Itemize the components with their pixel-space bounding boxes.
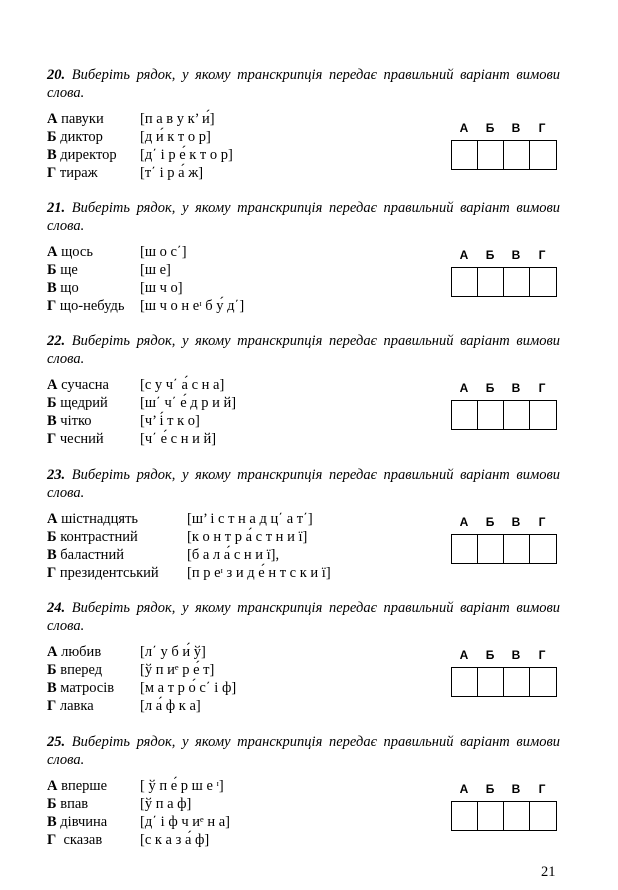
answer-box-d[interactable] <box>530 401 556 429</box>
answer-header-c: В <box>511 515 521 529</box>
answer-grid <box>451 782 557 831</box>
answer-box-c[interactable] <box>504 401 530 429</box>
answer-header-b: Б <box>485 782 495 796</box>
answer-box-b[interactable] <box>478 668 504 696</box>
option-d: Г сказав [с к а з а́ ф] <box>47 832 210 848</box>
answer-box-d[interactable] <box>530 141 556 169</box>
option-c: В що [ш ч о] <box>47 280 183 296</box>
page-number: 21 <box>541 864 556 880</box>
answer-header-a: А <box>459 248 469 262</box>
answer-header-a: А <box>459 121 469 135</box>
answer-header-d: Г <box>538 515 546 529</box>
answer-header-d: Г <box>538 121 546 135</box>
answer-box-a[interactable] <box>452 535 478 563</box>
option-b: Б вперед [ў п иᵉ р е́ т] <box>47 662 215 678</box>
option-b: Б диктор [д и́ к т о р] <box>47 129 211 145</box>
answer-box-d[interactable] <box>530 802 556 830</box>
answer-box-c[interactable] <box>504 268 530 296</box>
question-20 <box>47 66 560 182</box>
option-d: Г президентський [п р еᶦ з и д е́ н т с к и ї] <box>47 565 331 581</box>
question-prompt: 24. Виберіть рядок, у якому транскрипція передає правильний варіант вимови слова. <box>47 600 560 634</box>
option-b: Б впав [ў п а ф] <box>47 796 192 812</box>
answer-header-a: А <box>459 782 469 796</box>
question-prompt: 22. Виберіть рядок, у якому транскрипція передає правильний варіант вимови слова. <box>47 333 560 367</box>
option-a: А павуки [п а в у к’ и́] <box>47 111 215 127</box>
answer-box-c[interactable] <box>504 535 530 563</box>
answer-header-c: В <box>511 121 521 135</box>
option-c: В матросів [м а т р о́ с΄ і ф] <box>47 680 237 696</box>
option-b: Б ще [ш е] <box>47 262 171 278</box>
answer-header-d: Г <box>538 248 546 262</box>
option-d: Г чесний [ч΄ е́ с н и й] <box>47 431 217 447</box>
answer-box-b[interactable] <box>478 141 504 169</box>
option-d: Г що-небудь [ш ч о н еᶦ б у́ д΄] <box>47 298 245 314</box>
option-a: А шістнадцять [ш’ і с т н а д ц΄ а т΄] <box>47 511 313 527</box>
option-a: А сучасна [с у ч΄ а́ с н а] <box>47 377 225 393</box>
option-b: Б контрастний [к о н т р а́ с т н и ї] <box>47 529 308 545</box>
answer-box-c[interactable] <box>504 802 530 830</box>
option-c: В директор [д΄ і р е́ к т о р] <box>47 147 233 163</box>
answer-header-b: Б <box>485 648 495 662</box>
answer-grid <box>451 248 557 297</box>
question-23 <box>47 466 560 582</box>
answer-header-b: Б <box>485 381 495 395</box>
answer-grid <box>451 515 557 564</box>
answer-box-a[interactable] <box>452 141 478 169</box>
option-c: В дівчина [д΄ і ф ч иᵉ н а] <box>47 814 231 830</box>
answer-header-c: В <box>511 648 521 662</box>
answer-box-b[interactable] <box>478 535 504 563</box>
answer-box-d[interactable] <box>530 535 556 563</box>
answer-box-c[interactable] <box>504 141 530 169</box>
answer-header-c: В <box>511 381 521 395</box>
option-a: А любив [л΄ у б и́ ў] <box>47 644 206 660</box>
answer-box-a[interactable] <box>452 401 478 429</box>
option-d: Г лавка [л а́ ф к а] <box>47 698 201 714</box>
answer-box-d[interactable] <box>530 268 556 296</box>
question-25 <box>47 733 560 849</box>
answer-box-b[interactable] <box>478 401 504 429</box>
question-prompt: 20. Виберіть рядок, у якому транскрипція передає правильний варіант вимови слова. <box>47 67 560 101</box>
answer-grid <box>451 121 557 170</box>
answer-header-a: А <box>459 381 469 395</box>
option-c: В чітко [ч’ і́ т к о] <box>47 413 200 429</box>
answer-header-d: Г <box>538 381 546 395</box>
answer-grid <box>451 381 557 430</box>
answer-header-b: Б <box>485 515 495 529</box>
question-22 <box>47 332 560 448</box>
question-prompt: 23. Виберіть рядок, у якому транскрипція передає правильний варіант вимови слова. <box>47 467 560 501</box>
answer-header-d: Г <box>538 648 546 662</box>
answer-grid <box>451 648 557 697</box>
option-d: Г тираж [т΄ і р а́ ж] <box>47 165 204 181</box>
answer-header-b: Б <box>485 248 495 262</box>
option-b: Б щедрий [ш΄ ч΄ е́ д р и й] <box>47 395 237 411</box>
answer-header-b: Б <box>485 121 495 135</box>
question-prompt: 21. Виберіть рядок, у якому транскрипція передає правильний варіант вимови слова. <box>47 200 560 234</box>
answer-box-a[interactable] <box>452 668 478 696</box>
answer-box-b[interactable] <box>478 268 504 296</box>
answer-header-c: В <box>511 248 521 262</box>
question-prompt: 25. Виберіть рядок, у якому транскрипція передає правильний варіант вимови слова. <box>47 734 560 768</box>
option-a: А вперше [ ў п е́ р ш е ᶦ] <box>47 778 224 794</box>
answer-box-d[interactable] <box>530 668 556 696</box>
answer-box-b[interactable] <box>478 802 504 830</box>
question-24 <box>47 599 560 715</box>
answer-header-d: Г <box>538 782 546 796</box>
answer-header-a: А <box>459 515 469 529</box>
question-21 <box>47 199 560 315</box>
answer-box-c[interactable] <box>504 668 530 696</box>
answer-header-c: В <box>511 782 521 796</box>
answer-box-a[interactable] <box>452 802 478 830</box>
answer-header-a: А <box>459 648 469 662</box>
option-a: А щось [ш о с΄] <box>47 244 187 260</box>
answer-box-a[interactable] <box>452 268 478 296</box>
option-c: В баластний [б а л а́ с н и ї], <box>47 547 280 563</box>
